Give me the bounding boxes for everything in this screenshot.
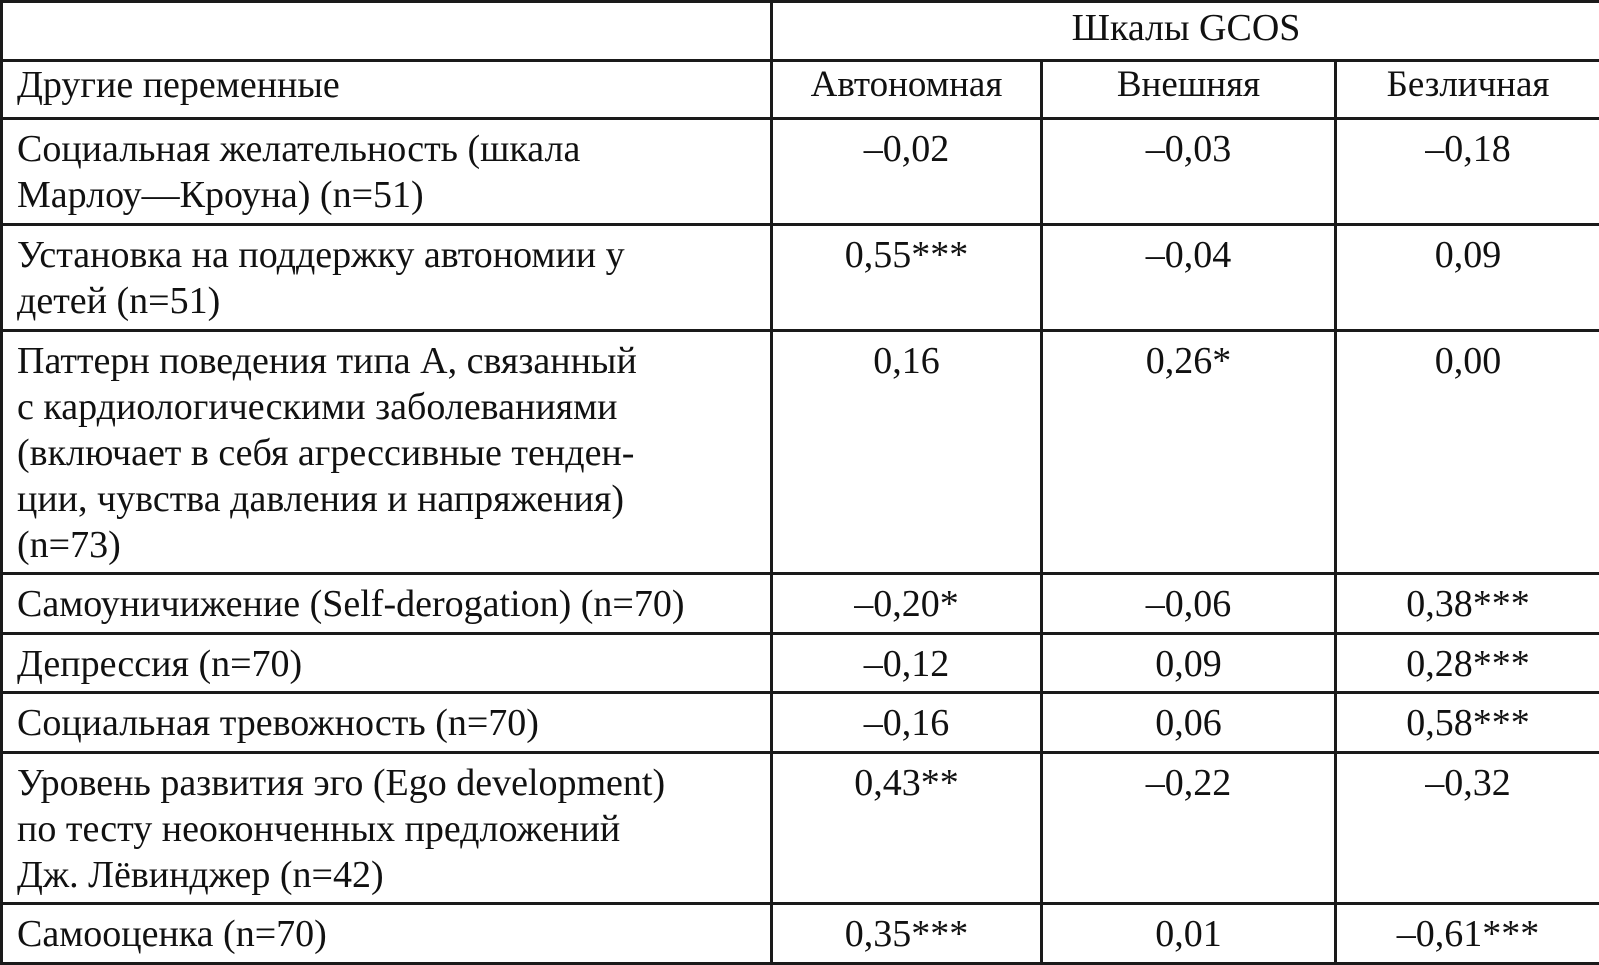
autonomous-value: 0,43** (772, 752, 1042, 904)
impersonal-value: –0,18 (1336, 119, 1599, 225)
row-label-line: Паттерн поведения типа А, связанный (17, 340, 637, 383)
table-row-self-esteem (2, 904, 1599, 964)
row-label-line: (включает в себя агрессивные тенден- (17, 432, 635, 475)
impersonal-value: 0,58*** (1336, 693, 1599, 753)
row-label-line: ции, чувства давления и напряжения) (17, 478, 625, 521)
controlled-value: 0,06 (1042, 693, 1336, 753)
controlled-value: –0,03 (1042, 119, 1336, 225)
controlled-scale-header: Внешняя (1042, 60, 1336, 119)
row-label-line: Самооценка (n=70) (17, 913, 327, 956)
controlled-value: –0,22 (1042, 752, 1336, 904)
impersonal-value: 0,09 (1336, 225, 1599, 331)
row-label (2, 693, 772, 753)
impersonal-value: 0,38*** (1336, 573, 1599, 633)
impersonal-value: 0,28*** (1336, 633, 1599, 693)
controlled-value: –0,06 (1042, 573, 1336, 633)
table-row-depression (2, 633, 1599, 693)
autonomous-value: –0,20* (772, 573, 1042, 633)
table-row-social-desirability (2, 119, 1599, 225)
impersonal-value: –0,32 (1336, 752, 1599, 904)
row-label-line: Депрессия (n=70) (17, 642, 303, 685)
table-row-autonomy-support (2, 225, 1599, 331)
gcos-scales-group-header: Шкалы GCOS (772, 2, 1599, 61)
autonomous-scale-header: Автономная (772, 60, 1042, 119)
row-label (2, 752, 772, 904)
row-label (2, 225, 772, 331)
row-label-line: Самоуничижение (Self-derogation) (n=70) (17, 582, 685, 625)
row-label-line: Социальная желательность (шкала (17, 128, 581, 171)
impersonal-value: –0,61*** (1336, 904, 1599, 964)
row-label-line: Марлоу—Кроуна) (n=51) (17, 174, 424, 217)
row-label-line: с кардиологическими заболеваниями (17, 386, 618, 429)
row-label (2, 904, 772, 964)
controlled-value: 0,09 (1042, 633, 1336, 693)
row-label (2, 573, 772, 633)
row-label (2, 119, 772, 225)
row-label-line: Социальная тревожность (n=70) (17, 702, 539, 745)
row-label-line: Установка на поддержку автономии у (17, 234, 625, 277)
autonomous-value: 0,35*** (772, 904, 1042, 964)
row-label-line: (n=73) (17, 524, 121, 567)
impersonal-scale-header: Безличная (1336, 60, 1599, 119)
table-row-ego-development (2, 752, 1599, 904)
table-row-self-derogation (2, 573, 1599, 633)
variables-column-header: Другие переменные (2, 60, 772, 119)
autonomous-value: 0,16 (772, 331, 1042, 574)
row-label-line: Дж. Лёвинджер (n=42) (17, 853, 384, 896)
impersonal-value: 0,00 (1336, 331, 1599, 574)
column-header-row (2, 60, 1599, 119)
table-row-type-a-pattern (2, 331, 1599, 574)
row-label-line: по тесту неоконченных предложений (17, 807, 621, 850)
row-label-line: детей (n=51) (17, 280, 221, 323)
row-label-line: Уровень развития эго (Ego development) (17, 761, 666, 804)
blank-corner-cell (2, 2, 772, 61)
controlled-value: 0,26* (1042, 331, 1336, 574)
table-row-social-anxiety (2, 693, 1599, 753)
row-label (2, 331, 772, 574)
autonomous-value: –0,16 (772, 693, 1042, 753)
controlled-value: –0,04 (1042, 225, 1336, 331)
group-header-row (2, 2, 1599, 61)
autonomous-value: –0,12 (772, 633, 1042, 693)
autonomous-value: –0,02 (772, 119, 1042, 225)
autonomous-value: 0,55*** (772, 225, 1042, 331)
row-label (2, 633, 772, 693)
controlled-value: 0,01 (1042, 904, 1336, 964)
